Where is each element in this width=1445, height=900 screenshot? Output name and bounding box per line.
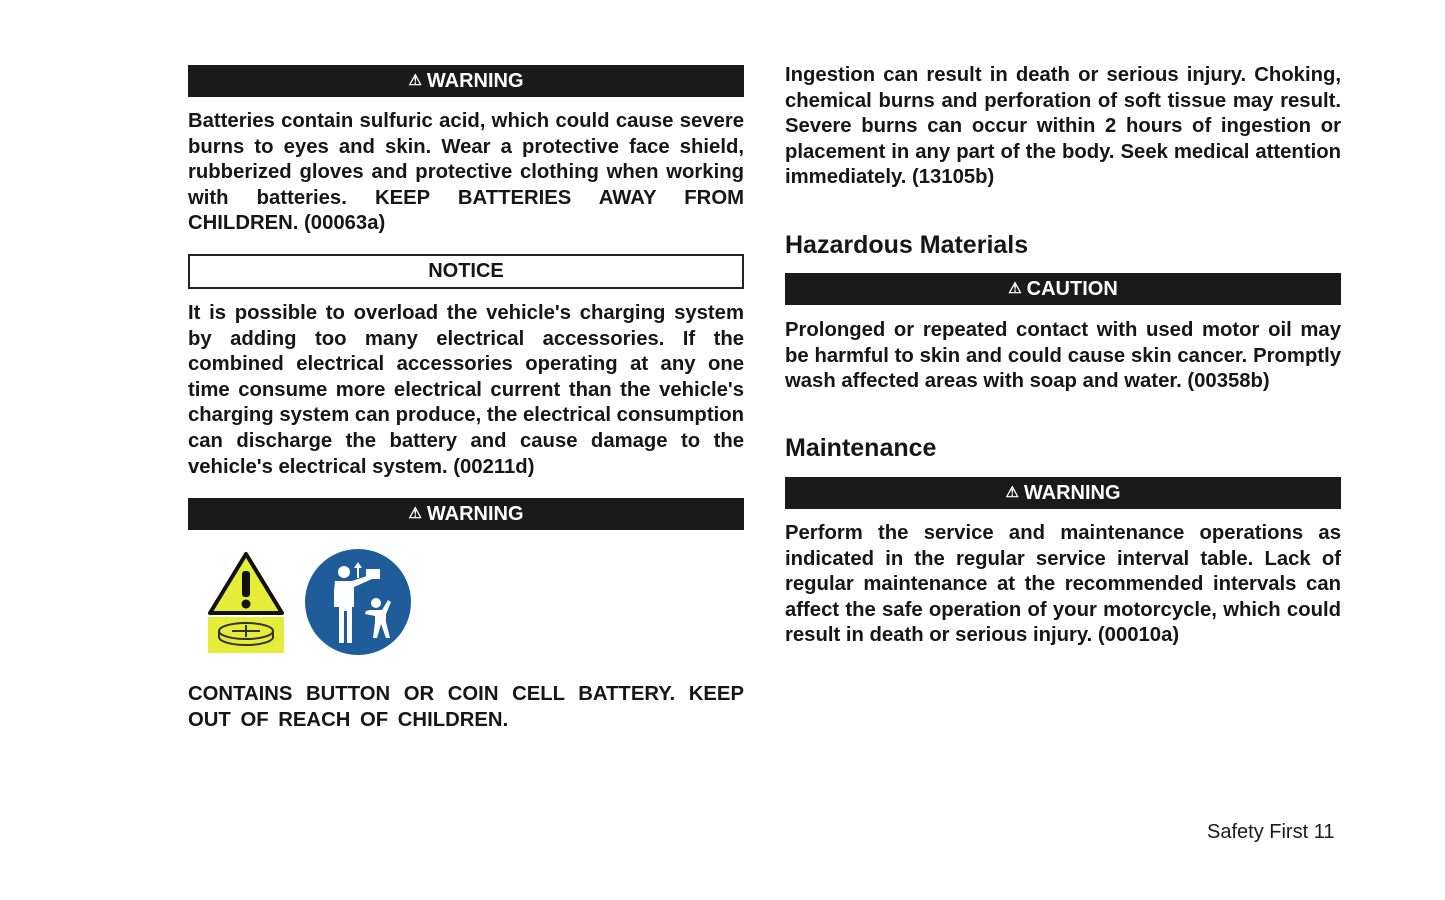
coin-cell-battery-warning-text: CONTAINS BUTTON OR COIN CELL BATTERY. KEEP OUT OF REACH OF CHILDREN. [188, 683, 744, 731]
notice-label: NOTICE [428, 260, 504, 282]
section-heading-maintenance: Maintenance [785, 434, 937, 462]
keep-away-from-children-icon [304, 548, 412, 656]
warning-label: WARNING [1023, 481, 1121, 504]
notice-banner [188, 254, 744, 289]
warning-triangle-icon: ⚠ [408, 72, 422, 89]
safety-pictograms [208, 548, 412, 656]
warning-banner [188, 498, 744, 530]
motor-oil-caution-text: Prolonged or repeated contact with used motor oil may be harmful to skin and could cause skin cancer. Promptly wash affected areas with soap and water. (00358b) [785, 319, 1341, 393]
warning-banner [188, 65, 744, 97]
maintenance-warning-text: Perform the service and maintenance operations as indicated in the regular service interval table. Lack of regular maintenance at the recommended intervals can affect the safe operation of your motorcycle, which could result in death or serious injury. (00010a) [785, 522, 1341, 647]
warning-triangle-icon: ⚠ [408, 505, 422, 522]
warning-label: WARNING [426, 502, 524, 525]
page-footer: Safety First 11 [1207, 821, 1335, 843]
warning-banner [785, 477, 1341, 509]
warning-triangle-icon: ⚠ [1005, 484, 1019, 501]
battery-acid-warning-text: Batteries contain sulfuric acid, which could cause severe burns to eyes and skin. Wear a protective face shield, rubberized gloves and protective clothing when working with batteries. KEEP BATTERIES AWAY FROM CHILDREN. (00063a) [188, 110, 744, 235]
section-heading-hazardous-materials: Hazardous Materials [785, 231, 1029, 259]
ingestion-warning-text: Ingestion can result in death or serious injury. Choking, chemical burns and perforation of soft tissue may result. Severe burns can occur within 2 hours of ingestion or placement in any part of the body. Seek medical attention immediately. (13105b) [785, 64, 1341, 189]
charging-overload-notice-text: It is possible to overload the vehicle's charging system by adding too many electrical accessories. If the combined electrical accessories operating at any one time consume more electrical current than the vehicle's charging system can produce, the electrical consumption can discharge the battery and cause damage to the vehicle's electrical system. (00211d) [188, 302, 744, 478]
warning-triangle-icon: ⚠ [1008, 280, 1022, 297]
caution-label: CAUTION [1026, 277, 1118, 300]
coin-cell-battery-warning-icon [208, 551, 284, 653]
warning-label: WARNING [426, 69, 524, 92]
caution-banner [785, 273, 1341, 305]
